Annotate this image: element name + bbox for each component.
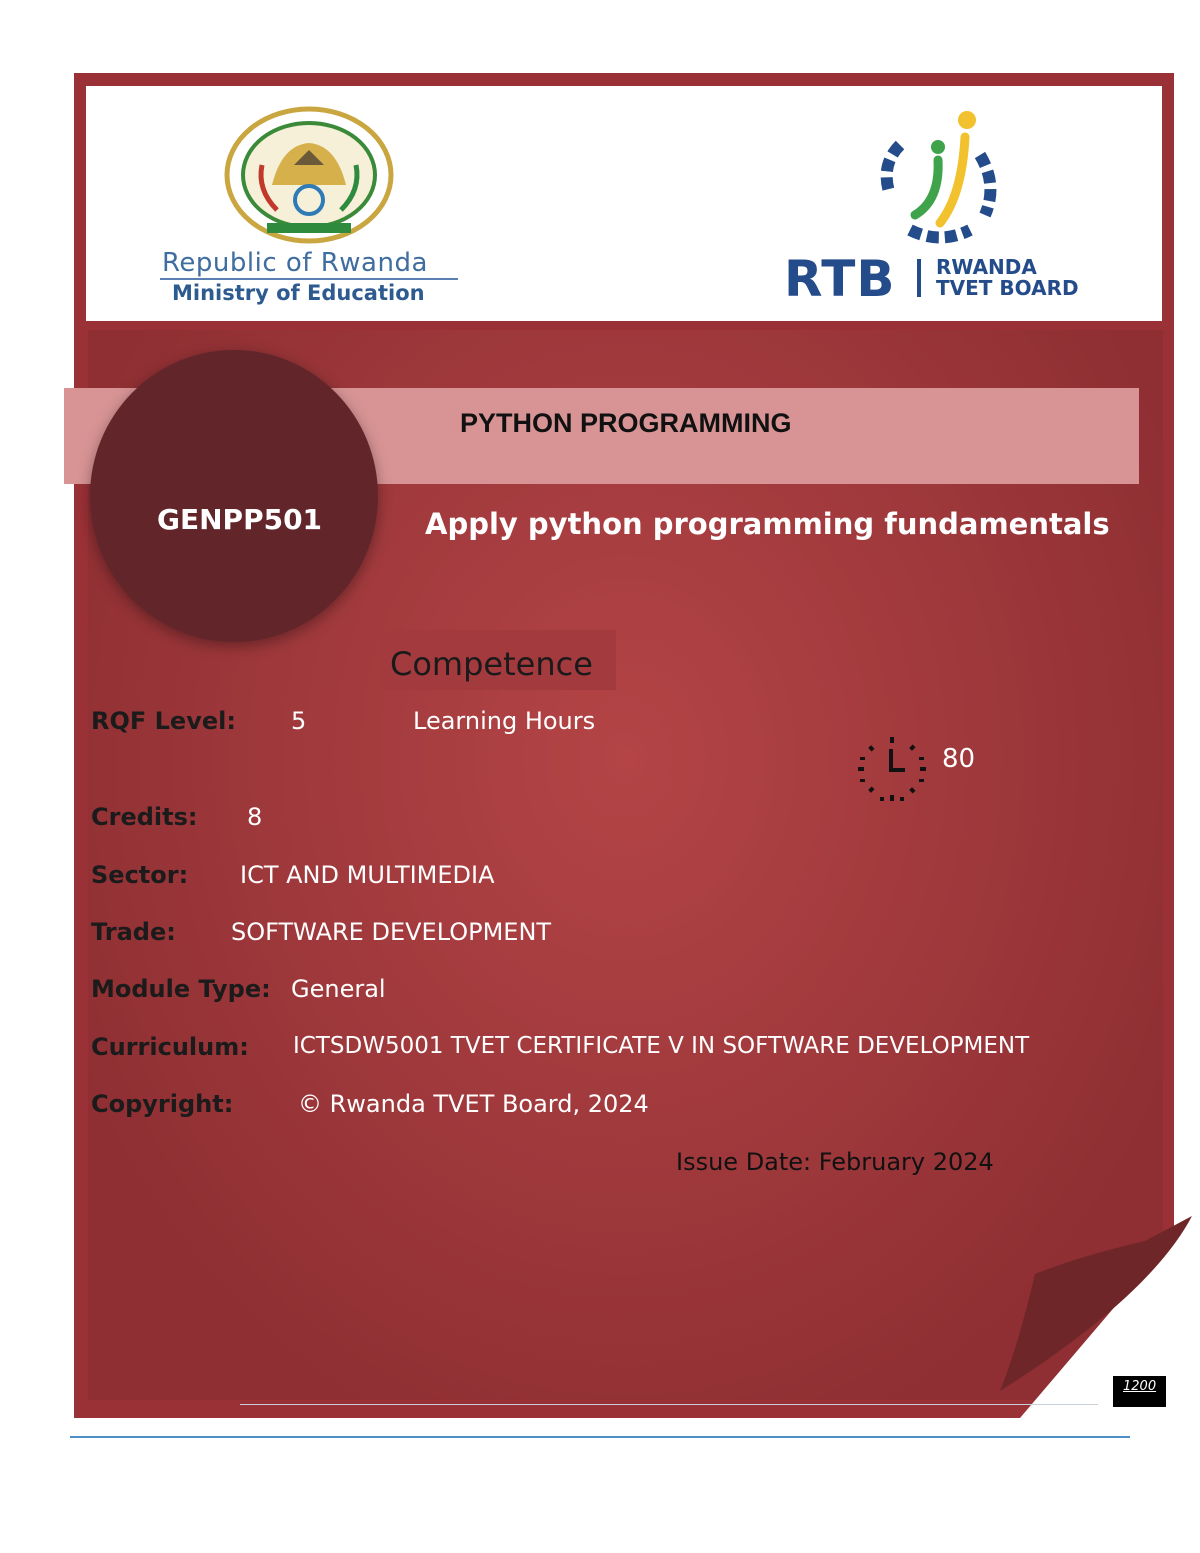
sector-value: ICT AND MULTIMEDIA [240,861,495,889]
rqf-level-value: 5 [291,707,307,735]
copyright-label: Copyright: [91,1090,234,1118]
footer-blue-line [70,1436,1130,1438]
moe-divider [160,278,458,280]
rqf-level-label: RQF Level: [91,707,236,735]
rtb-abbreviation: RTB [784,250,896,308]
module-title: PYTHON PROGRAMMING [460,408,792,438]
footer-thin-line [240,1404,1098,1405]
module-type-label: Module Type: [91,975,271,1003]
module-code: GENPP501 [157,503,323,536]
curriculum-value: ICTSDW5001 TVET CERTIFICATE V IN SOFTWARE DEVELOPMENT [293,1033,1030,1059]
rtb-name-line1: RWANDA [936,255,1037,279]
clock-icon [856,735,928,803]
trade-value: SOFTWARE DEVELOPMENT [231,918,552,946]
copyright-value: © Rwanda TVET Board, 2024 [298,1090,649,1118]
rtb-name-line2: TVET BOARD [936,276,1079,300]
module-type-value: General [291,975,386,1003]
moe-ministry-text: Ministry of Education [172,281,425,305]
trade-label: Trade: [91,918,176,946]
module-code-circle [90,350,378,642]
module-subtitle: Apply python programming fundamentals [425,507,1110,541]
competence-label: Competence [390,645,593,683]
learning-hours-value: 80 [942,744,976,774]
credits-value: 8 [247,803,263,831]
sector-label: Sector: [91,861,189,889]
rtb-logo-icon [870,105,1005,250]
moe-republic-text: Republic of Rwanda [162,248,428,278]
curriculum-label: Curriculum: [91,1033,249,1061]
rtb-divider [917,259,921,297]
learning-hours-label: Learning Hours [413,707,596,735]
rwanda-coat-of-arms-icon [222,105,397,245]
issue-date: Issue Date: February 2024 [676,1148,994,1176]
credits-label: Credits: [91,803,198,831]
page-number: 1200 [1123,1379,1157,1394]
